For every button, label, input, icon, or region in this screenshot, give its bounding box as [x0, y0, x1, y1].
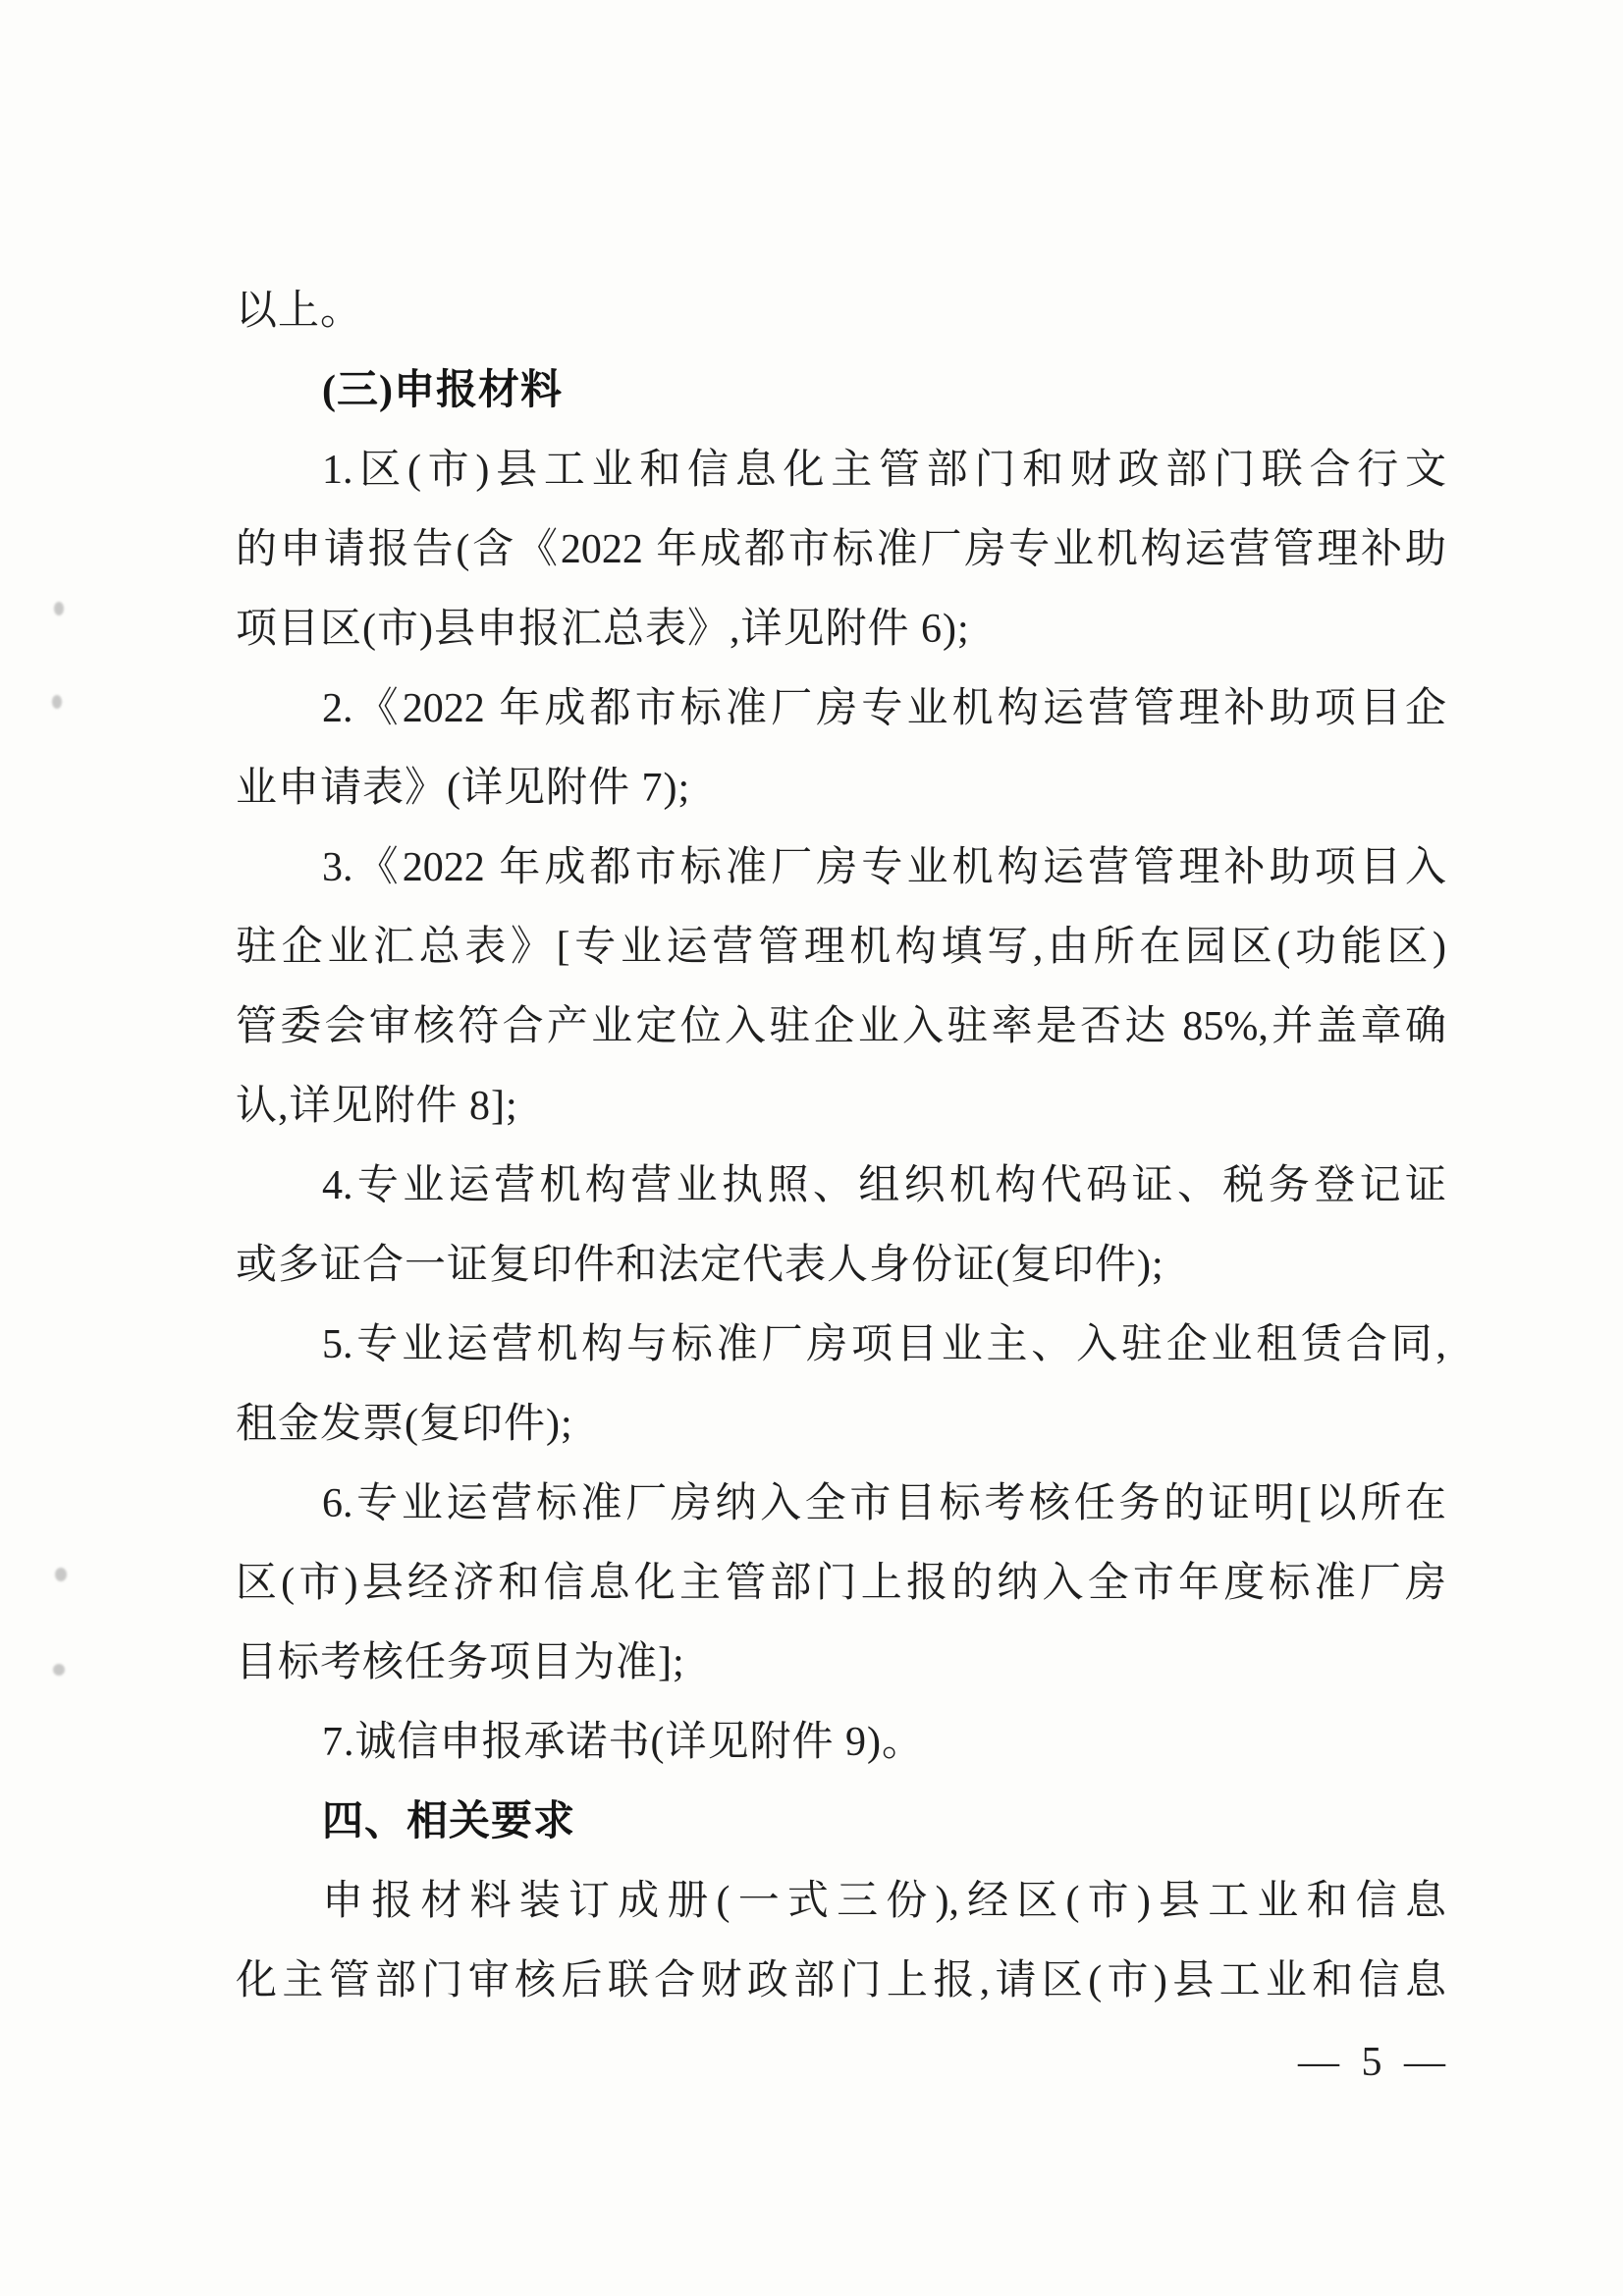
doc-line: 5.专业运营机构与标准厂房项目业主、入驻企业租赁合同,	[322, 1322, 1446, 1367]
doc-line: 区(市)县经济和信息化主管部门上报的纳入全市年度标准厂房	[236, 1561, 1446, 1606]
doc-line: 6.专业运营标准厂房纳入全市目标考核任务的证明[以所在	[322, 1481, 1446, 1526]
scan-speck	[52, 695, 62, 709]
doc-line: 的申请报告(含《2022 年成都市标准厂房专业机构运营管理补助	[236, 527, 1446, 572]
doc-line: 2.《2022 年成都市标准厂房专业机构运营管理补助项目企	[322, 686, 1446, 731]
doc-line: 申报材料装订成册(一式三份),经区(市)县工业和信息	[322, 1879, 1446, 1924]
doc-line: 驻企业汇总表》[专业运营管理机构填写,由所在园区(功能区)	[236, 925, 1446, 970]
doc-line: 或多证合一证复印件和法定代表人身份证(复印件);	[236, 1243, 1164, 1288]
doc-line: 1.区(市)县工业和信息化主管部门和财政部门联合行文	[322, 448, 1446, 493]
doc-line: 管委会审核符合产业定位入驻企业入驻率是否达 85%,并盖章确	[236, 1004, 1446, 1049]
doc-line: 7.诚信申报承诺书(详见附件 9)。	[322, 1720, 924, 1765]
doc-line: 化主管部门审核后联合财政部门上报,请区(市)县工业和信息	[236, 1958, 1446, 2003]
doc-line: 认,详见附件 8];	[236, 1084, 518, 1129]
doc-line: 目标考核任务项目为准];	[236, 1640, 685, 1685]
doc-line: 项目区(市)县申报汇总表》,详见附件 6);	[236, 607, 970, 652]
doc-line: 租金发票(复印件);	[236, 1402, 573, 1447]
scan-speck	[53, 1664, 65, 1676]
scan-speck	[55, 1568, 67, 1581]
doc-line: 业申请表》(详见附件 7);	[236, 766, 691, 811]
doc-line: 4.专业运营机构营业执照、组织机构代码证、税务登记证	[322, 1163, 1446, 1208]
text-block	[236, 272, 1446, 2021]
scan-speck	[54, 602, 64, 615]
page-number: — 5 —	[1298, 2040, 1451, 2085]
doc-line: 3.《2022 年成都市标准厂房专业机构运营管理补助项目入	[322, 845, 1446, 890]
section-heading-3-materials: (三)申报材料	[322, 368, 563, 413]
section-heading-4-requirements: 四、相关要求	[322, 1799, 576, 1844]
doc-line: 以上。	[236, 289, 363, 334]
